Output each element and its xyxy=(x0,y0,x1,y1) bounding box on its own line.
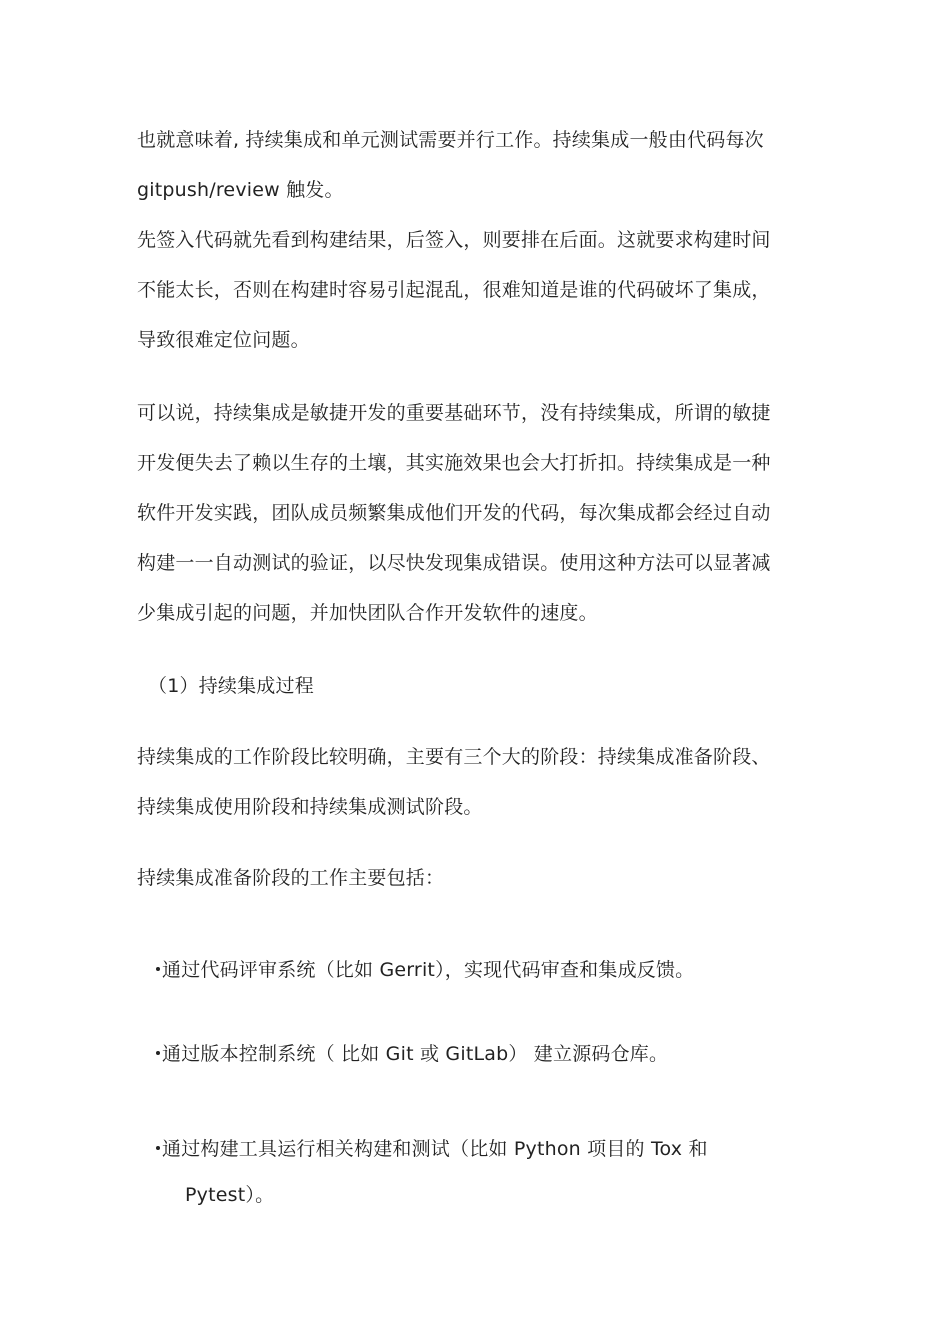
paragraph-2-line-3: 导致很难定位问题。 xyxy=(137,329,310,351)
bullet-dot-icon xyxy=(156,1051,160,1055)
bullet-item-3-text-line-1: 通过构建工具运行相关构建和测试（比如 Python 项目的 Tox 和 xyxy=(162,1138,708,1160)
bullet-item-1 xyxy=(156,958,694,982)
paragraph-3-line-3: 软件开发实践，团队成员频繁集成他们开发的代码，每次集成都会经过自动 xyxy=(137,502,771,524)
bullet-item-1-text: 通过代码评审系统（比如 Gerrit），实现代码审查和集成反馈。 xyxy=(162,959,695,981)
paragraph-5: 持续集成准备阶段的工作主要包括： xyxy=(137,867,445,889)
paragraph-3-line-5: 少集成引起的问题，并加快团队合作开发软件的速度。 xyxy=(137,602,598,624)
paragraph-1-line-1: 也就意味着, 持续集成和单元测试需要并行工作。持续集成一般由代码每次 xyxy=(137,129,764,151)
paragraph-2-line-1: 先签入代码就先看到构建结果，后签入，则要排在后面。这就要求构建时间 xyxy=(137,229,771,251)
section-heading: （1）持续集成过程 xyxy=(148,675,314,697)
paragraph-4-line-1: 持续集成的工作阶段比较明确，主要有三个大的阶段：持续集成准备阶段、 xyxy=(137,746,771,768)
paragraph-3-line-1: 可以说，持续集成是敏捷开发的重要基础环节，没有持续集成，所谓的敏捷 xyxy=(137,402,771,424)
paragraph-4-line-2: 持续集成使用阶段和持续集成测试阶段。 xyxy=(137,796,483,818)
paragraph-3-line-2: 开发便失去了赖以生存的土壤，其实施效果也会大打折扣。持续集成是一种 xyxy=(137,452,771,474)
bullet-item-2-text: 通过版本控制系统（ 比如 Git 或 GitLab） 建立源码仓库。 xyxy=(162,1043,669,1065)
bullet-item-3-text-line-2: Pytest）。 xyxy=(185,1184,275,1206)
bullet-dot-icon xyxy=(156,1146,160,1150)
paragraph-1-line-2: gitpush/review 触发。 xyxy=(137,179,344,201)
bullet-item-3 xyxy=(156,1137,708,1161)
paragraph-2-line-2: 不能太长，否则在构建时容易引起混乱，很难知道是谁的代码破坏了集成， xyxy=(137,279,771,301)
bullet-item-2 xyxy=(156,1042,668,1066)
bullet-dot-icon xyxy=(156,967,160,971)
paragraph-3-line-4: 构建一一自动测试的验证，以尽快发现集成错误。使用这种方法可以显著减 xyxy=(137,552,771,574)
